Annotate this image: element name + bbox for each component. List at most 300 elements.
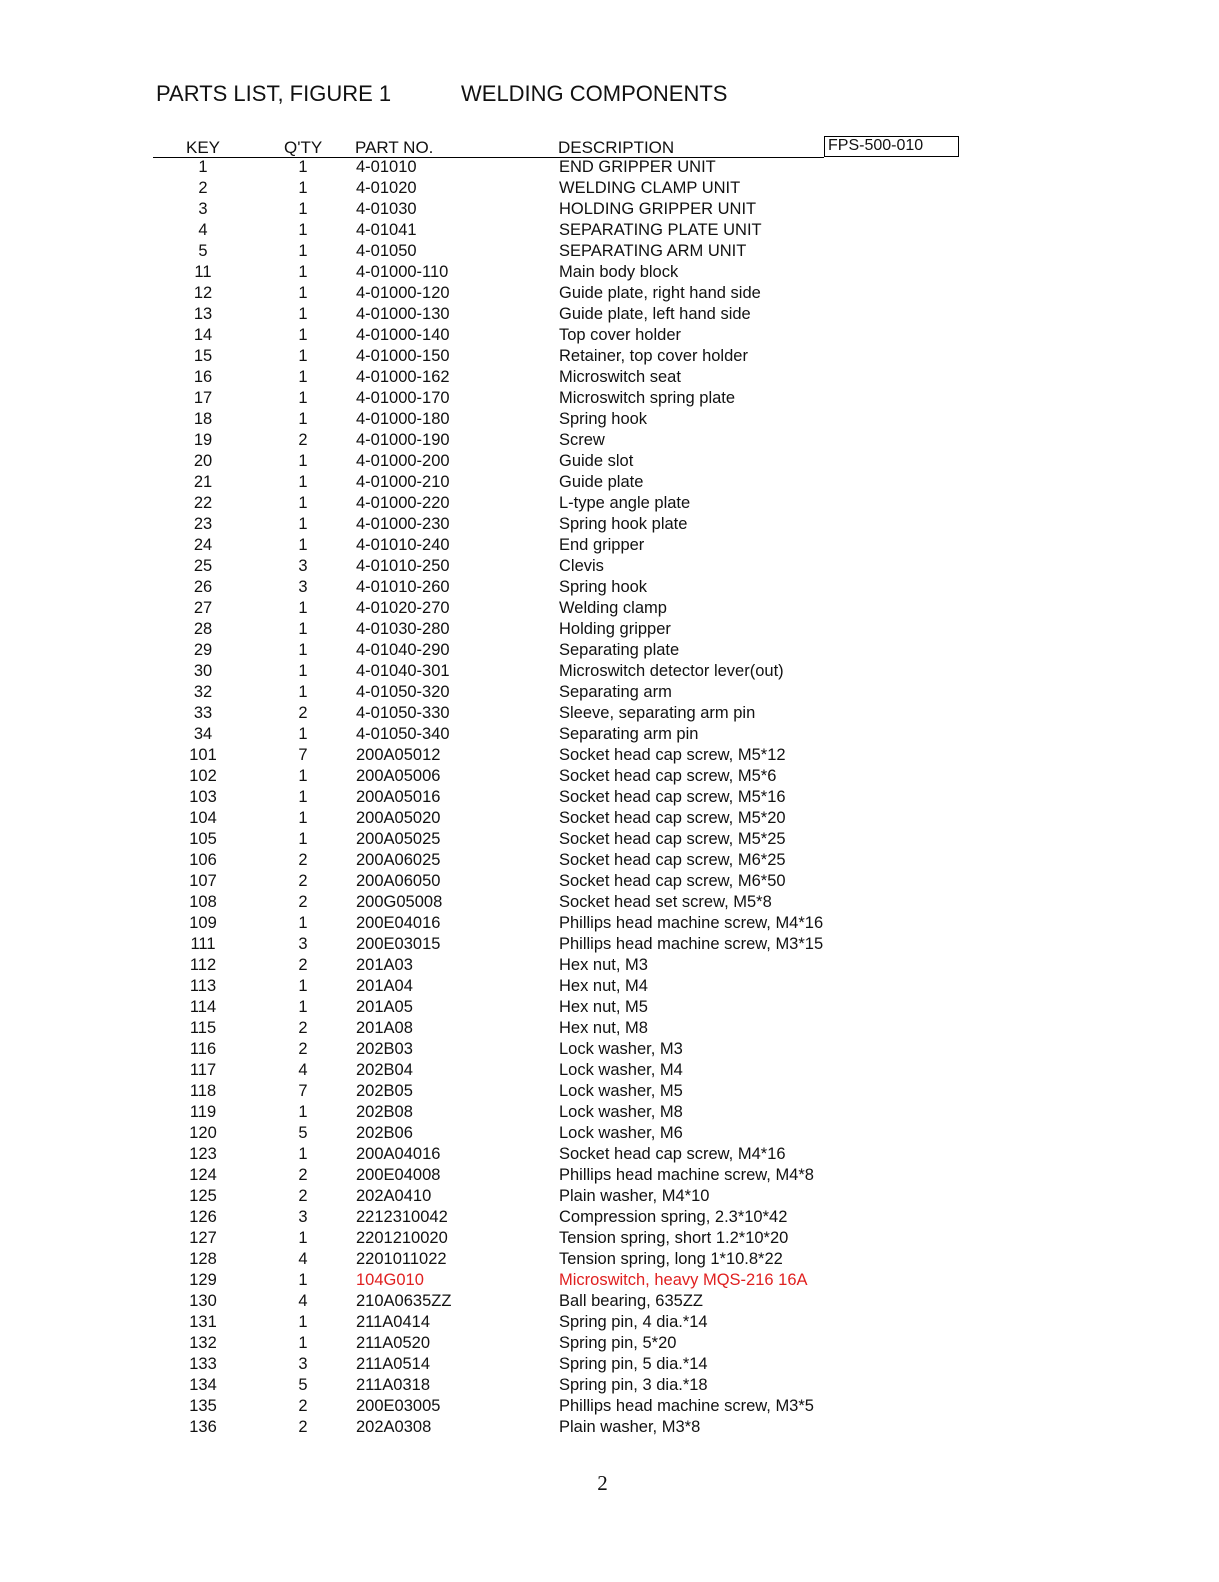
table-row: [0, 514, 1219, 535]
cell-qty: 1: [298, 221, 308, 239]
cell-description: Hex nut, M5: [559, 998, 648, 1016]
cell-description: Lock washer, M8: [559, 1103, 683, 1121]
cell-qty: 1: [298, 1313, 308, 1331]
cell-key: 23: [193, 515, 213, 533]
cell-qty: 1: [298, 788, 308, 806]
cell-part-no: 4-01050-340: [356, 725, 450, 743]
cell-description: Spring pin, 5 dia.*14: [559, 1355, 708, 1373]
cell-key: 118: [189, 1082, 217, 1100]
cell-qty: 1: [298, 410, 308, 428]
column-header-description: DESCRIPTION: [558, 138, 675, 157]
cell-qty: 1: [298, 368, 308, 386]
cell-part-no: 211A0520: [356, 1334, 431, 1352]
table-row: [0, 619, 1219, 640]
cell-key: 108: [189, 893, 217, 911]
cell-key: 136: [189, 1418, 217, 1436]
cell-qty: 1: [298, 200, 308, 218]
table-row: [0, 682, 1219, 703]
cell-part-no: 200A05006: [356, 767, 441, 785]
cell-qty: 7: [298, 1082, 308, 1100]
cell-description: Hex nut, M4: [559, 977, 648, 995]
cell-description: Socket head cap screw, M6*25: [559, 851, 786, 869]
cell-qty: 1: [298, 494, 308, 512]
cell-description: Tension spring, long 1*10.8*22: [559, 1250, 783, 1268]
cell-key: 1: [198, 158, 208, 176]
cell-description: Phillips head machine screw, M4*8: [559, 1166, 814, 1184]
cell-key: 125: [189, 1187, 217, 1205]
table-row: [0, 892, 1219, 913]
cell-key: 21: [193, 473, 213, 491]
table-row: [0, 640, 1219, 661]
cell-qty: 1: [298, 284, 308, 302]
cell-description: L-type angle plate: [559, 494, 691, 512]
cell-description: Ball bearing, 635ZZ: [559, 1292, 703, 1310]
cell-description: Compression spring, 2.3*10*42: [559, 1208, 788, 1226]
cell-qty: 1: [298, 1271, 308, 1289]
cell-key: 20: [193, 452, 213, 470]
cell-part-no: 202A0410: [356, 1187, 432, 1205]
cell-description: SEPARATING ARM UNIT: [559, 242, 747, 260]
cell-description: HOLDING GRIPPER UNIT: [559, 200, 757, 218]
cell-part-no: 2201011022: [356, 1250, 447, 1268]
column-header-qty: Q'TY: [284, 138, 323, 157]
cell-description: Microswitch spring plate: [559, 389, 736, 407]
table-row: [0, 934, 1219, 955]
cell-part-no: 200G05008: [356, 893, 443, 911]
cell-description: Socket head cap screw, M6*50: [559, 872, 786, 890]
cell-description: Guide slot: [559, 452, 634, 470]
cell-key: 13: [193, 305, 213, 323]
cell-description: Hex nut, M3: [559, 956, 648, 974]
cell-description: Retainer, top cover holder: [559, 347, 748, 365]
cell-key: 119: [189, 1103, 217, 1121]
table-row: [0, 1018, 1219, 1039]
cell-description: Spring hook plate: [559, 515, 688, 533]
cell-description: Lock washer, M3: [559, 1040, 683, 1058]
cell-key: 120: [189, 1124, 217, 1142]
cell-qty: 2: [298, 704, 308, 722]
cell-qty: 1: [298, 977, 308, 995]
table-row: [0, 871, 1219, 892]
cell-qty: 4: [298, 1292, 308, 1310]
table-row: [0, 703, 1219, 724]
cell-description: Spring hook: [559, 578, 648, 596]
cell-qty: 1: [298, 242, 308, 260]
table-row: [0, 955, 1219, 976]
cell-qty: 3: [298, 1208, 308, 1226]
cell-description: Lock washer, M4: [559, 1061, 683, 1079]
table-row: [0, 1081, 1219, 1102]
cell-part-no: 4-01000-130: [356, 305, 450, 323]
cell-part-no: 201A05: [356, 998, 413, 1016]
cell-description: Guide plate, left hand side: [559, 305, 751, 323]
cell-qty: 3: [298, 935, 308, 953]
cell-description: Phillips head machine screw, M4*16: [559, 914, 824, 932]
cell-description: Plain washer, M3*8: [559, 1418, 701, 1436]
cell-qty: 4: [298, 1061, 308, 1079]
cell-qty: 1: [298, 326, 308, 344]
cell-key: 124: [189, 1166, 217, 1184]
cell-part-no: 4-01010-250: [356, 557, 450, 575]
cell-key: 34: [193, 725, 213, 743]
cell-key: 11: [194, 263, 212, 281]
cell-description: END GRIPPER UNIT: [559, 158, 716, 176]
cell-qty: 1: [298, 914, 308, 932]
cell-qty: 1: [298, 641, 308, 659]
cell-key: 133: [189, 1355, 217, 1373]
cell-qty: 2: [298, 851, 308, 869]
cell-key: 102: [189, 767, 217, 785]
cell-qty: 1: [298, 599, 308, 617]
table-row: [0, 535, 1219, 556]
cell-description: Socket head cap screw, M4*16: [559, 1145, 786, 1163]
cell-key: 107: [189, 872, 217, 890]
cell-qty: 1: [298, 158, 308, 176]
cell-part-no: 200E04008: [356, 1166, 441, 1184]
cell-qty: 2: [298, 1397, 308, 1415]
cell-description: Top cover holder: [559, 326, 681, 344]
table-row: [0, 388, 1219, 409]
cell-part-no: 4-01000-210: [356, 473, 450, 491]
table-row: [0, 241, 1219, 262]
cell-description: Socket head cap screw, M5*12: [559, 746, 786, 764]
table-row: [0, 1312, 1219, 1333]
table-row: [0, 1186, 1219, 1207]
table-row: [0, 325, 1219, 346]
cell-qty: 1: [298, 515, 308, 533]
table-row: [0, 556, 1219, 577]
cell-part-no: 211A0514: [356, 1355, 431, 1373]
table-row: [0, 1123, 1219, 1144]
table-row: [0, 1102, 1219, 1123]
table-row: [0, 220, 1219, 241]
cell-key: 115: [189, 1019, 217, 1037]
table-row: [0, 661, 1219, 682]
cell-key: 30: [193, 662, 213, 680]
cell-key: 103: [189, 788, 217, 806]
cell-part-no: 201A04: [356, 977, 413, 995]
cell-qty: 1: [298, 452, 308, 470]
cell-part-no: 4-01000-150: [356, 347, 450, 365]
cell-part-no: 201A08: [356, 1019, 413, 1037]
column-header-part-no: PART NO.: [355, 138, 434, 157]
cell-description: Sleeve, separating arm pin: [559, 704, 756, 722]
table-row: [0, 304, 1219, 325]
parts-table-body: [0, 157, 1219, 1438]
cell-key: 26: [193, 578, 213, 596]
cell-part-no: 200A05012: [356, 746, 441, 764]
cell-part-no: 4-01020-270: [356, 599, 450, 617]
cell-description: Socket head cap screw, M5*20: [559, 809, 786, 827]
table-row: [0, 346, 1219, 367]
cell-key: 29: [193, 641, 213, 659]
cell-part-no: 4-01000-200: [356, 452, 450, 470]
cell-description: Spring pin, 3 dia.*18: [559, 1376, 708, 1394]
cell-part-no: 202B06: [356, 1124, 413, 1142]
cell-part-no: 211A0318: [356, 1376, 431, 1394]
cell-part-no: 4-01010-240: [356, 536, 450, 554]
cell-qty: 5: [298, 1376, 308, 1394]
cell-part-no: 4-01000-120: [356, 284, 450, 302]
table-row: [0, 997, 1219, 1018]
cell-qty: 1: [298, 179, 308, 197]
cell-qty: 2: [298, 1418, 308, 1436]
cell-part-no: 200A04016: [356, 1145, 441, 1163]
table-row: [0, 850, 1219, 871]
cell-key: 5: [198, 242, 208, 260]
table-row: [0, 1291, 1219, 1312]
cell-key: 112: [189, 956, 217, 974]
cell-description: Plain washer, M4*10: [559, 1187, 710, 1205]
table-row: [0, 430, 1219, 451]
cell-key: 25: [193, 557, 213, 575]
cell-qty: 2: [298, 431, 308, 449]
cell-part-no: 4-01000-230: [356, 515, 450, 533]
cell-qty: 1: [298, 662, 308, 680]
cell-description: Main body block: [559, 263, 679, 281]
cell-part-no: 4-01040-290: [356, 641, 450, 659]
table-row: [0, 1144, 1219, 1165]
cell-part-no: 200E04016: [356, 914, 441, 932]
cell-description: Guide plate, right hand side: [559, 284, 761, 302]
cell-qty: 2: [298, 1166, 308, 1184]
table-row: [0, 409, 1219, 430]
cell-description: Microswitch seat: [559, 368, 681, 386]
cell-qty: 2: [298, 893, 308, 911]
cell-key: 33: [193, 704, 213, 722]
cell-part-no: 4-01000-180: [356, 410, 450, 428]
cell-key: 131: [189, 1313, 217, 1331]
cell-key: 2: [198, 179, 208, 197]
cell-key: 105: [189, 830, 217, 848]
cell-key: 32: [193, 683, 213, 701]
cell-key: 116: [189, 1040, 217, 1058]
table-row: [0, 157, 1219, 178]
cell-description: Screw: [559, 431, 605, 449]
cell-part-no: 4-01050-330: [356, 704, 450, 722]
cell-part-no: 4-01050: [356, 242, 417, 260]
cell-key: 18: [193, 410, 213, 428]
table-row: [0, 1270, 1219, 1291]
table-row: [0, 745, 1219, 766]
cell-qty: 1: [298, 830, 308, 848]
cell-part-no: 4-01041: [356, 221, 417, 239]
table-row: [0, 1165, 1219, 1186]
cell-part-no: 202B03: [356, 1040, 413, 1058]
cell-key: 16: [193, 368, 213, 386]
cell-key: 113: [189, 977, 217, 995]
cell-key: 27: [193, 599, 213, 617]
cell-key: 4: [198, 221, 208, 239]
cell-qty: 3: [298, 557, 308, 575]
cell-description: Lock washer, M5: [559, 1082, 683, 1100]
cell-description: Hex nut, M8: [559, 1019, 648, 1037]
cell-qty: 4: [298, 1250, 308, 1268]
cell-qty: 1: [298, 1229, 308, 1247]
cell-part-no: 202B08: [356, 1103, 413, 1121]
cell-key: 114: [189, 998, 217, 1016]
table-row: [0, 1396, 1219, 1417]
cell-description: Clevis: [559, 557, 604, 575]
cell-key: 24: [193, 536, 213, 554]
cell-key: 123: [189, 1145, 217, 1163]
cell-qty: 3: [298, 578, 308, 596]
table-row: [0, 1228, 1219, 1249]
cell-qty: 1: [298, 263, 308, 281]
cell-description: Welding clamp: [559, 599, 667, 617]
cell-qty: 1: [298, 473, 308, 491]
table-row: [0, 1249, 1219, 1270]
document-code-box: [824, 136, 959, 157]
cell-qty: 1: [298, 767, 308, 785]
cell-key: 12: [193, 284, 213, 302]
page-number: 2: [597, 1471, 608, 1495]
cell-qty: 1: [298, 998, 308, 1016]
table-row: [0, 367, 1219, 388]
cell-description: Socket head cap screw, M5*25: [559, 830, 786, 848]
cell-part-no: 200A05025: [356, 830, 441, 848]
column-header-key: KEY: [186, 138, 221, 157]
table-row: [0, 1354, 1219, 1375]
cell-qty: 1: [298, 536, 308, 554]
cell-qty: 2: [298, 956, 308, 974]
cell-part-no: 4-01000-190: [356, 431, 450, 449]
cell-qty: 7: [298, 746, 308, 764]
cell-key: 117: [189, 1061, 217, 1079]
cell-description: Phillips head machine screw, M3*5: [559, 1397, 814, 1415]
cell-qty: 1: [298, 809, 308, 827]
table-row: [0, 808, 1219, 829]
table-row: [0, 178, 1219, 199]
cell-key: 126: [189, 1208, 217, 1226]
cell-key: 109: [189, 914, 217, 932]
cell-qty: 2: [298, 872, 308, 890]
cell-description: Tension spring, short 1.2*10*20: [559, 1229, 789, 1247]
cell-description: Guide plate: [559, 473, 644, 491]
cell-qty: 2: [298, 1187, 308, 1205]
cell-description: WELDING CLAMP UNIT: [559, 179, 741, 197]
figure-title: PARTS LIST, FIGURE 1: [156, 81, 392, 106]
table-row: [0, 1333, 1219, 1354]
cell-qty: 1: [298, 1145, 308, 1163]
cell-description: Phillips head machine screw, M3*15: [559, 935, 824, 953]
cell-description: Socket head cap screw, M5*16: [559, 788, 786, 806]
table-row: [0, 976, 1219, 997]
cell-description: Separating arm pin: [559, 725, 699, 743]
cell-qty: 2: [298, 1040, 308, 1058]
cell-description: Separating plate: [559, 641, 680, 659]
table-row: [0, 283, 1219, 304]
cell-key: 104: [189, 809, 217, 827]
section-title: WELDING COMPONENTS: [461, 81, 728, 106]
cell-key: 19: [193, 431, 213, 449]
cell-qty: 1: [298, 725, 308, 743]
cell-key: 134: [189, 1376, 217, 1394]
cell-part-no: 200A05016: [356, 788, 441, 806]
cell-qty: 1: [298, 389, 308, 407]
cell-part-no: 4-01000-170: [356, 389, 450, 407]
table-row: [0, 493, 1219, 514]
table-row: [0, 1207, 1219, 1228]
cell-key: 135: [189, 1397, 217, 1415]
cell-part-no: 4-01010: [356, 158, 417, 176]
cell-description: Separating arm: [559, 683, 672, 701]
cell-qty: 1: [298, 347, 308, 365]
cell-qty: 5: [298, 1124, 308, 1142]
cell-qty: 1: [298, 1103, 308, 1121]
cell-part-no: 4-01000-220: [356, 494, 450, 512]
cell-part-no: 4-01050-320: [356, 683, 450, 701]
cell-key: 111: [190, 935, 216, 953]
cell-description: Socket head cap screw, M5*6: [559, 767, 777, 785]
cell-key: 129: [189, 1271, 217, 1289]
cell-key: 101: [189, 746, 217, 764]
cell-description: End gripper: [559, 536, 645, 554]
table-row: [0, 724, 1219, 745]
cell-part-no: 4-01000-110: [356, 263, 449, 281]
cell-part-no: 211A0414: [356, 1313, 431, 1331]
table-row: [0, 262, 1219, 283]
cell-part-no: 200A06025: [356, 851, 441, 869]
cell-part-no: 4-01010-260: [356, 578, 450, 596]
cell-description: Holding gripper: [559, 620, 671, 638]
table-row: [0, 766, 1219, 787]
cell-description: Spring pin, 4 dia.*14: [559, 1313, 708, 1331]
table-row: [0, 577, 1219, 598]
cell-description: Spring pin, 5*20: [559, 1334, 677, 1352]
table-row: [0, 913, 1219, 934]
cell-part-no: 202B05: [356, 1082, 413, 1100]
cell-part-no: 200E03005: [356, 1397, 441, 1415]
cell-part-no: 4-01030-280: [356, 620, 450, 638]
cell-key: 22: [193, 494, 213, 512]
cell-qty: 3: [298, 1355, 308, 1373]
cell-key: 14: [193, 326, 213, 344]
cell-part-no: 4-01000-140: [356, 326, 450, 344]
table-row: [0, 1375, 1219, 1396]
cell-qty: 1: [298, 620, 308, 638]
cell-key: 127: [189, 1229, 217, 1247]
cell-part-no: 202B04: [356, 1061, 413, 1079]
cell-description: SEPARATING PLATE UNIT: [559, 221, 762, 239]
cell-part-no: 4-01040-301: [356, 662, 450, 680]
cell-key: 17: [193, 389, 213, 407]
cell-part-no: 200E03015: [356, 935, 441, 953]
cell-key: 106: [189, 851, 217, 869]
cell-part-no: 200A05020: [356, 809, 441, 827]
cell-part-no: 210A0635ZZ: [356, 1292, 452, 1310]
cell-description: Socket head set screw, M5*8: [559, 893, 772, 911]
cell-key: 130: [189, 1292, 217, 1310]
cell-key: 128: [189, 1250, 217, 1268]
cell-part-no: 2201210020: [356, 1229, 448, 1247]
cell-description: Lock washer, M6: [559, 1124, 683, 1142]
table-row: [0, 199, 1219, 220]
document-code: FPS-500-010: [828, 137, 924, 154]
cell-part-no: 104G010: [356, 1271, 424, 1289]
table-row: [0, 1060, 1219, 1081]
cell-key: 3: [198, 200, 208, 218]
cell-part-no: 2212310042: [356, 1208, 448, 1226]
cell-description: Spring hook: [559, 410, 648, 428]
cell-part-no: 200A06050: [356, 872, 441, 890]
cell-part-no: 4-01000-162: [356, 368, 450, 386]
cell-description: Microswitch, heavy MQS-216 16A: [559, 1271, 808, 1289]
cell-part-no: 201A03: [356, 956, 413, 974]
table-row: [0, 1417, 1219, 1438]
table-row: [0, 472, 1219, 493]
cell-qty: 1: [298, 683, 308, 701]
